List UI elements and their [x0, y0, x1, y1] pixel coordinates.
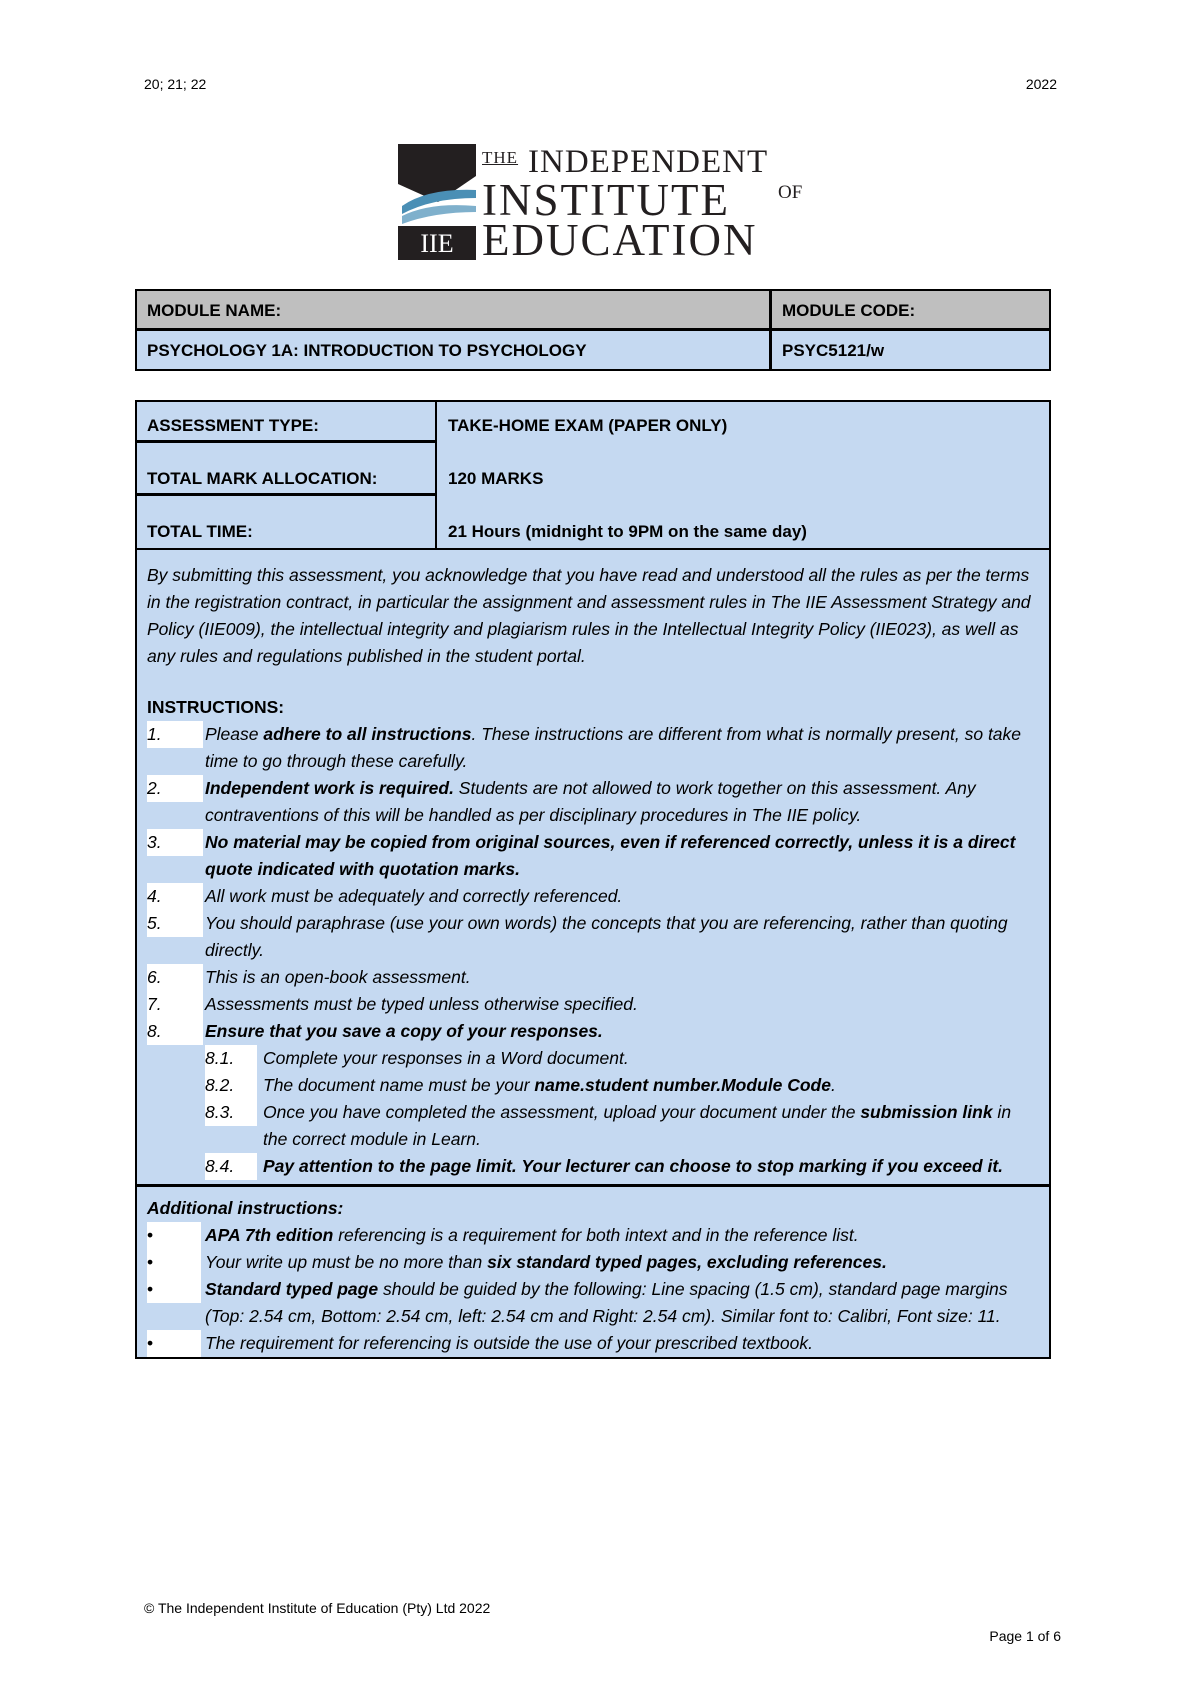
bullet-text — [205, 1222, 859, 1249]
total-marks-label: TOTAL MARK ALLOCATION: — [147, 469, 378, 488]
list-item — [147, 775, 1039, 829]
bullet-icon — [147, 1330, 205, 1357]
text-plain: The document name must be your — [263, 1075, 535, 1095]
item-text — [205, 910, 1039, 964]
item-number — [147, 775, 205, 829]
text-plain: Once you have completed the assessment, upload your document under the — [263, 1102, 861, 1122]
list-item — [147, 1072, 1039, 1099]
bullet-item — [147, 1276, 1039, 1330]
list-item — [147, 1045, 1039, 1072]
item-number — [147, 721, 205, 775]
module-name-label: MODULE NAME: — [137, 291, 772, 331]
item-number — [205, 1099, 263, 1153]
text-plain: Your write up must be no more than — [205, 1252, 488, 1272]
text-bold: name.student number.Module Code — [534, 1075, 831, 1095]
instructions-title: INSTRUCTIONS: — [147, 697, 285, 717]
item-number-label: 6. — [147, 964, 203, 991]
text-plain: . These instructions are different from what is normally present, so take time to go through these carefully. — [205, 724, 1022, 771]
item-text — [205, 829, 1039, 883]
total-marks-value: 120 MARKS — [448, 469, 544, 488]
item-number-label: 8. — [147, 1018, 203, 1045]
additional-instructions-list — [147, 1222, 1039, 1357]
bullet-icon — [147, 1222, 205, 1249]
acknowledgement-text: By submitting this assessment, you acknowledge that you have read and understood all the rules as per the terms in the registration contract, in particular the assignment and assessment rules in The IIE Assessment Strategy and Policy (IIE009), the intellectual integrity and plagiarism rules in the Intellectual Integrity Policy (IIE023), as well as any rules and regulations published in the student portal. — [147, 565, 1031, 666]
bullet-glyph: • — [147, 1330, 201, 1357]
item-text — [205, 721, 1039, 775]
svg-text:IIE: IIE — [420, 229, 454, 258]
item-text — [205, 775, 1039, 829]
list-item — [147, 1018, 1039, 1045]
iie-logo-mark — [398, 144, 476, 260]
text-plain: referencing is a requirement for both intext and in the reference list. — [333, 1225, 859, 1245]
list-item — [147, 721, 1039, 775]
assessment-type-label: ASSESSMENT TYPE: — [147, 416, 319, 435]
total-time-value: 21 Hours (midnight to 9PM on the same day) — [448, 522, 807, 541]
module-code-label: MODULE CODE: — [772, 291, 1049, 331]
bullet-glyph: • — [147, 1249, 201, 1276]
logo-the: THE — [482, 148, 519, 167]
header-year: 2022 — [1025, 76, 1057, 92]
item-number-label: 3. — [147, 829, 203, 856]
item-number-label: 8.4. — [205, 1153, 257, 1180]
item-number — [205, 1153, 263, 1180]
bullet-icon — [147, 1276, 205, 1330]
text-plain: This is an open-book assessment. — [205, 967, 471, 987]
assessment-table — [135, 400, 1051, 1359]
item-number-label: 2. — [147, 775, 203, 802]
text-bold: submission link — [860, 1102, 993, 1122]
bullet-glyph: • — [147, 1276, 201, 1303]
text-plain: should be guided by the following: Line spacing (1.5 cm), standard page margins (Top: 2.54 cm, Bottom: 2.54 cm, left: 2.54 cm and Right: 2.54 cm). Similar font to: Calibri, Font size: 11. — [205, 1279, 1008, 1326]
instructions-list — [147, 721, 1039, 1045]
text-plain: You should paraphrase (use your own words) the concepts that you are referencing, rather than quoting directly. — [205, 913, 1008, 960]
item-number-label: 5. — [147, 910, 203, 937]
iie-logo — [398, 144, 814, 265]
text-bold: Ensure that you save a copy of your responses. — [205, 1021, 603, 1041]
list-item — [147, 1099, 1039, 1153]
list-item — [147, 1153, 1039, 1180]
text-plain: The requirement for referencing is outside the use of your prescribed textbook. — [205, 1333, 813, 1353]
item-number — [147, 829, 205, 883]
item-number-label: 4. — [147, 883, 203, 910]
text-bold: adhere to all instructions — [263, 724, 472, 744]
logo-of: OF — [778, 182, 803, 203]
item-text — [205, 883, 622, 910]
module-table — [135, 289, 1051, 371]
text-bold: Independent work is required. — [205, 778, 454, 798]
additional-instructions-title: Additional instructions: — [147, 1198, 344, 1218]
bullet-item — [147, 1222, 1039, 1249]
bullet-text — [205, 1330, 813, 1357]
item-number — [147, 1018, 205, 1045]
text-plain: Please — [205, 724, 264, 744]
logo-line-education: EDUCATION — [482, 215, 758, 265]
text-bold: APA 7th edition — [205, 1225, 334, 1245]
total-time-label: TOTAL TIME: — [147, 522, 253, 541]
bullet-item — [147, 1330, 1039, 1357]
list-item — [147, 991, 1039, 1018]
list-item — [147, 910, 1039, 964]
assessment-type-value: TAKE-HOME EXAM (PAPER ONLY) — [448, 416, 728, 435]
text-plain: Assessments must be typed unless otherwise specified. — [205, 994, 638, 1014]
item-text — [263, 1153, 1003, 1180]
page-number: Page 1 of 6 — [989, 1628, 1061, 1644]
bullet-glyph: • — [147, 1222, 201, 1249]
item-text — [205, 1018, 603, 1045]
item-number-label: 8.1. — [205, 1045, 257, 1072]
bullet-item — [147, 1249, 1039, 1276]
item-number — [147, 964, 205, 991]
item-text — [263, 1099, 1039, 1153]
list-item — [147, 829, 1039, 883]
item-number-label: 1. — [147, 721, 203, 748]
list-item — [147, 964, 1039, 991]
item-text — [263, 1045, 629, 1072]
item-text — [205, 991, 638, 1018]
additional-instructions — [137, 1184, 1049, 1357]
item-number-label: 8.2. — [205, 1072, 257, 1099]
header-left-text: 20; 21; 22 — [144, 76, 207, 92]
text-bold: Pay attention to the page limit. Your lecturer can choose to stop marking if you exceed it. — [263, 1156, 1004, 1176]
text-bold: six standard typed pages, excluding references. — [487, 1252, 887, 1272]
list-item — [147, 883, 1039, 910]
text-plain: Complete your responses in a Word document. — [263, 1048, 629, 1068]
text-plain: . — [830, 1075, 836, 1095]
module-name-value: PSYCHOLOGY 1A: INTRODUCTION TO PSYCHOLOGY — [137, 331, 772, 369]
item-number — [147, 883, 205, 910]
text-plain: in the correct module in Learn. — [263, 1102, 1012, 1149]
item-number — [205, 1045, 263, 1072]
bullet-text — [205, 1249, 887, 1276]
item-number-label: 7. — [147, 991, 203, 1018]
logo-line-institute: INSTITUTE — [482, 175, 730, 225]
item-number — [147, 991, 205, 1018]
text-bold: Standard typed page — [205, 1279, 379, 1299]
text-plain: Students are not allowed to work together on this assessment. Any contraventions of this will be handled as per disciplinary procedures in The IIE policy. — [205, 778, 976, 825]
item-number — [147, 910, 205, 964]
bullet-icon — [147, 1249, 205, 1276]
item-number-label: 8.3. — [205, 1099, 257, 1126]
text-bold: No material may be copied from original sources, even if referenced correctly, unless it is a direct quote indicated with quotation marks. — [205, 832, 1016, 879]
module-code-value: PSYC5121/w — [772, 331, 1049, 369]
item-text — [263, 1072, 836, 1099]
text-plain: All work must be adequately and correctly referenced. — [205, 886, 623, 906]
logo-line-independent: INDEPENDENT — [528, 144, 769, 180]
instructions-sublist — [147, 1045, 1039, 1180]
item-text — [205, 964, 471, 991]
item-number — [205, 1072, 263, 1099]
footer-copyright: © The Independent Institute of Education (Pty) Ltd 2022 — [144, 1600, 491, 1616]
bullet-text — [205, 1276, 1039, 1330]
